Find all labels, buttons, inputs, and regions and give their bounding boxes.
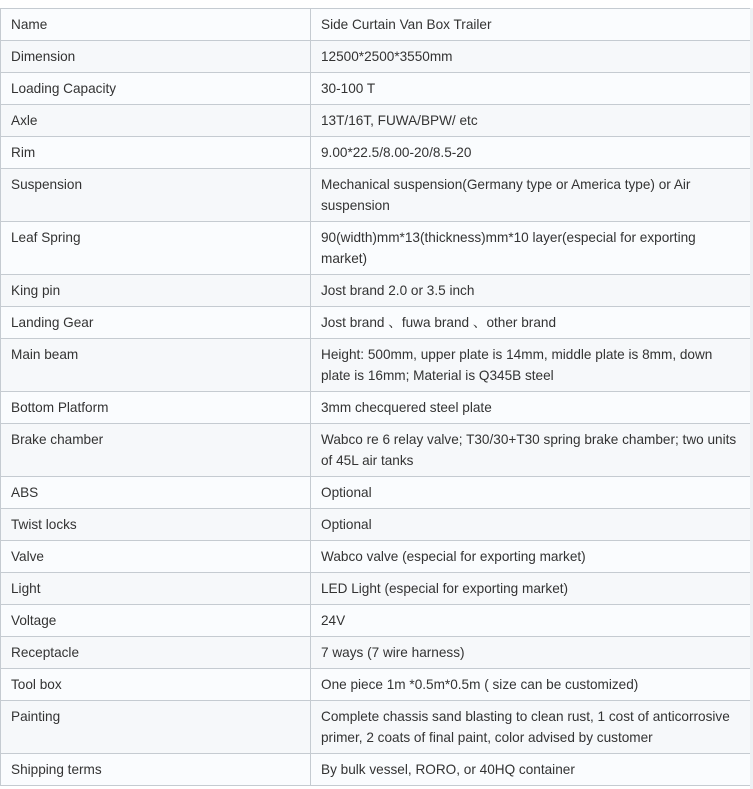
spec-value: 30-100 T bbox=[311, 73, 751, 105]
table-row bbox=[1, 105, 751, 137]
spec-value: 7 ways (7 wire harness) bbox=[311, 637, 751, 669]
spec-label: Light bbox=[1, 573, 311, 605]
spec-value: Jost brand 、fuwa brand 、other brand bbox=[311, 307, 751, 339]
spec-value: 9.00*22.5/8.00-20/8.5-20 bbox=[311, 137, 751, 169]
spec-value: Mechanical suspension(Germany type or America type) or Air suspension bbox=[311, 169, 751, 222]
spec-value: Side Curtain Van Box Trailer bbox=[311, 9, 751, 41]
table-row bbox=[1, 637, 751, 669]
table-row bbox=[1, 424, 751, 477]
spec-label: Leaf Spring bbox=[1, 222, 311, 275]
spec-value: Complete chassis sand blasting to clean rust, 1 cost of anticorrosive primer, 2 coats of final paint, color advised by customer bbox=[311, 701, 751, 754]
spec-label: Brake chamber bbox=[1, 424, 311, 477]
table-row bbox=[1, 477, 751, 509]
spec-value: Wabco re 6 relay valve; T30/30+T30 spring brake chamber; two units of 45L air tanks bbox=[311, 424, 751, 477]
table-row bbox=[1, 701, 751, 754]
spec-value: 3mm checquered steel plate bbox=[311, 392, 751, 424]
spec-label: Axle bbox=[1, 105, 311, 137]
table-row bbox=[1, 41, 751, 73]
spec-label: Dimension bbox=[1, 41, 311, 73]
spec-label: Bottom Platform bbox=[1, 392, 311, 424]
table-row bbox=[1, 9, 751, 41]
spec-label: Loading Capacity bbox=[1, 73, 311, 105]
spec-value: LED Light (especial for exporting market) bbox=[311, 573, 751, 605]
spec-label: Voltage bbox=[1, 605, 311, 637]
spec-value: 24V bbox=[311, 605, 751, 637]
table-row bbox=[1, 339, 751, 392]
spec-label: Rim bbox=[1, 137, 311, 169]
spec-value: Optional bbox=[311, 509, 751, 541]
spec-label: Name bbox=[1, 9, 311, 41]
table-row bbox=[1, 669, 751, 701]
spec-value: 90(width)mm*13(thickness)mm*10 layer(especial for exporting market) bbox=[311, 222, 751, 275]
spec-label: Twist locks bbox=[1, 509, 311, 541]
spec-label: ABS bbox=[1, 477, 311, 509]
table-row bbox=[1, 73, 751, 105]
spec-value: 13T/16T, FUWA/BPW/ etc bbox=[311, 105, 751, 137]
table-row bbox=[1, 605, 751, 637]
table-row bbox=[1, 754, 751, 786]
spec-table bbox=[0, 8, 751, 786]
spec-label: Receptacle bbox=[1, 637, 311, 669]
table-row bbox=[1, 222, 751, 275]
table-row bbox=[1, 307, 751, 339]
spec-label: Painting bbox=[1, 701, 311, 754]
spec-label: King pin bbox=[1, 275, 311, 307]
spec-label: Suspension bbox=[1, 169, 311, 222]
spec-value: Jost brand 2.0 or 3.5 inch bbox=[311, 275, 751, 307]
spec-label: Tool box bbox=[1, 669, 311, 701]
table-row bbox=[1, 573, 751, 605]
spec-label: Main beam bbox=[1, 339, 311, 392]
table-row bbox=[1, 169, 751, 222]
table-row bbox=[1, 392, 751, 424]
spec-label: Landing Gear bbox=[1, 307, 311, 339]
spec-table-body bbox=[1, 9, 751, 786]
table-row bbox=[1, 541, 751, 573]
spec-value: Height: 500mm, upper plate is 14mm, middle plate is 8mm, down plate is 16mm; Material is Q345B steel bbox=[311, 339, 751, 392]
spec-value: Wabco valve (especial for exporting market) bbox=[311, 541, 751, 573]
spec-value: By bulk vessel, RORO, or 40HQ container bbox=[311, 754, 751, 786]
table-row bbox=[1, 137, 751, 169]
spec-label: Shipping terms bbox=[1, 754, 311, 786]
table-row bbox=[1, 275, 751, 307]
spec-value: Optional bbox=[311, 477, 751, 509]
spec-value: One piece 1m *0.5m*0.5m ( size can be customized) bbox=[311, 669, 751, 701]
spec-value: 12500*2500*3550mm bbox=[311, 41, 751, 73]
spec-label: Valve bbox=[1, 541, 311, 573]
table-row bbox=[1, 509, 751, 541]
